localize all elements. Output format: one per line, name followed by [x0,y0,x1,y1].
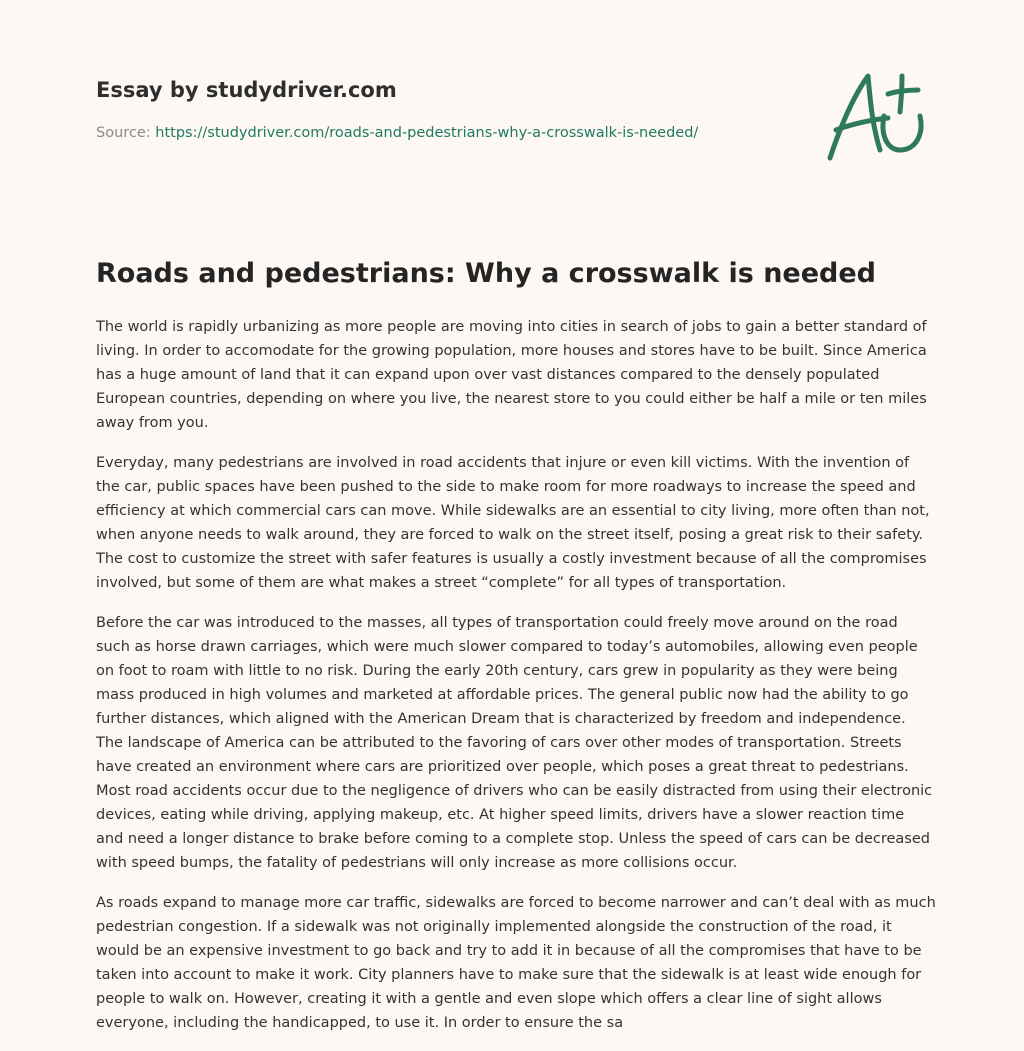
source-line [96,123,796,143]
a-plus-logo-icon [822,68,928,164]
essay-title: Roads and pedestrians: Why a crosswalk is needed [96,258,877,289]
a-plus-logo [822,68,928,164]
paragraph: As roads expand to manage more car traffic, sidewalks are forced to become narrower and can’t deal with as much pedestrian congestion. If a sidewalk was not originally implemented alongside the construction of the road, it would be an expensive investment to go back and try to add it in because of all the compromises that have to be taken into account to make it work. City planners have to make sure that the sidewalk is at least wide enough for people to walk on. However, creating it with a gentle and even slope which offers a clear line of sight allows everyone, including the handicapped, to use it. In order to ensure the sa [96,895,936,1031]
brand-title: Essay by studydriver.com [96,78,397,102]
paragraph: Everyday, many pedestrians are involved in road accidents that injure or even kill victims. With the invention of the car, public spaces have been pushed to the side to make room for more roadways to increase the speed and efficiency at which commercial cars can move. While sidewalks are an essential to city living, more often than not, when anyone needs to walk around, they are forced to walk on the street itself, posing a great risk to their safety. The cost to customize the street with safer features is usually a costly investment because of all the compromises involved, but some of them are what makes a street “complete” for all types of transportation. [96,455,930,591]
essay-body [96,315,936,1051]
paragraph: Before the car was introduced to the masses, all types of transportation could freely move around on the road such as horse drawn carriages, which were much slower compared to today’s automobiles, allowing even people on foot to roam with little to no risk. During the early 20th century, cars grew in popularity as they were being mass produced in high volumes and marketed at affordable prices. The general public now had the ability to go further distances, which aligned with the American Dream that is characterized by freedom and independence. The landscape of America can be attributed to the favoring of cars over other modes of transportation. Streets have created an environment where cars are prioritized over people, which poses a great threat to pedestrians. Most road accidents occur due to the negligence of drivers who can be easily distracted from using their electronic devices, eating while driving, applying makeup, etc. At higher speed limits, drivers have a slower reaction time and need a longer distance to brake before coming to a complete stop. Unless the speed of cars can be decreased with speed bumps, the fatality of pedestrians will only increase as more collisions occur. [96,615,933,871]
source-link[interactable]: https://studydriver.com/roads-and-pedestrians-why-a-crosswalk-is-needed/ [155,125,699,141]
source-label: Source: [96,125,156,141]
essay-header [96,76,796,143]
paragraph: The world is rapidly urbanizing as more people are moving into cities in search of jobs to gain a better standard of living. In order to accomodate for the growing population, more houses and stores have to be built. Since America has a huge amount of land that it can expand upon over vast distances compared to the densely populated European countries, depending on where you live, the nearest store to you could either be half a mile or ten miles away from you. [96,319,927,431]
